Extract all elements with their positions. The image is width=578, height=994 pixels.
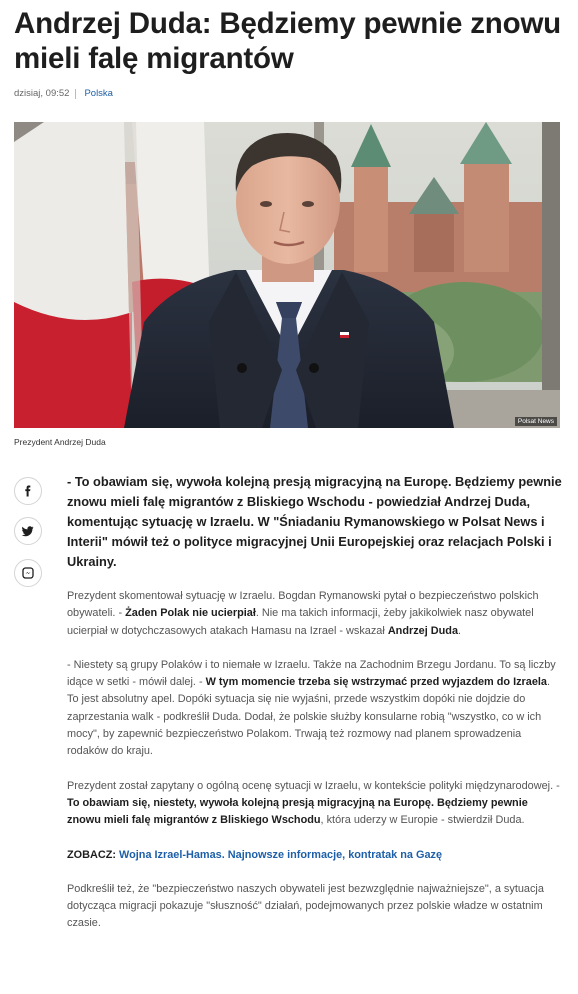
paragraph-1: Prezydent skomentował sytuację w Izraelu. Bogdan Rymanowski pytał o bezpieczeństwo polskich obywateli. - Żaden Polak nie ucierpiał. Nie ma takich informacji, żeby jakikolwiek nasz obywatel ucierpiał w dotychczasowych atakach Hamasu na Izrael - wskazał Andrzej Duda. [67,590,539,637]
paragraph-4: Podkreślił też, że "bezpieczeństwo naszych obywateli jest bezwzględnie najważniejsze", a sytuacja dotycząca migracji pokazuje "słuszność" działań, podejmowanych przez polskie władze w ostatnim czasie. [67,882,544,930]
share-twitter-button[interactable] [14,517,42,545]
paragraph-2: - Niestety są grupy Polaków i to niemałe w Izraelu. Także na Zachodnim Brzegu Jordanu. To są liczby idące w setki - mówił dalej. - W tym momencie trzeba się wstrzymać przed wyjazdem do Izraela. To jest absolutny apel. Dopóki sytuacja się nie wyjaśni, przede wszystkim dopóki nie dojdzie do zaprzestania walk - podkreślił Duda. Dodał, że polskie służby konsularne robią "wszystko, co w ich mocy", by zapewnić bezpieczeństwo Polakom. Trwają też rozmowy nad planem sprowadzenia rodaków do kraju. [67,658,556,758]
see-also [67,847,562,864]
messenger-icon [22,567,34,579]
article-lead: - To obawiam się, wywoła kolejną presją migracyjną na Europę. Będziemy pewnie znowu mieli falę migrantów z Bliskiego Wschodu - powiedział Andrzej Duda, komentując sytuację w Izraelu. W "Śniadaniu Rymanowskiego w Polsat News i Interii" mówił też o polityce migracyjnej Unii Europejskiej oraz relacjach Polski i Ukrainy. [67,474,562,569]
article-title: Andrzej Duda: Będziemy pewnie znowu mieli falę migrantów [14,7,562,75]
twitter-icon [22,525,34,537]
see-also-link[interactable]: Wojna Izrael-Hamas. Najnowsze informacje, kontratak na Gazę [119,848,443,861]
publish-date: dzisiaj, 09:52 [14,88,70,99]
article-body [67,472,562,949]
paragraph-3: Prezydent został zapytany o ogólną ocenę sytuacji w Izraelu, w kontekście polityki międzynarodowej. - To obawiam się, niestety, wywoła kolejną presją migracyjną na Europę. Będziemy pewnie znowu mieli falę migrantów z Bliskiego Wschodu, która uderzy w Europie - stwierdził Duda. [67,779,560,827]
category-link[interactable]: Polska [84,88,113,99]
photo-caption: Prezydent Andrzej Duda [14,437,106,447]
article-photo [14,122,560,428]
facebook-icon [22,485,34,497]
share-facebook-button[interactable] [14,477,42,505]
article-meta [14,88,113,99]
see-also-label: ZOBACZ: [67,848,120,861]
meta-divider [75,89,76,99]
photo-credit: Polsat News [515,417,557,426]
president-photo-illustration [14,122,560,428]
share-messenger-button[interactable] [14,559,42,587]
